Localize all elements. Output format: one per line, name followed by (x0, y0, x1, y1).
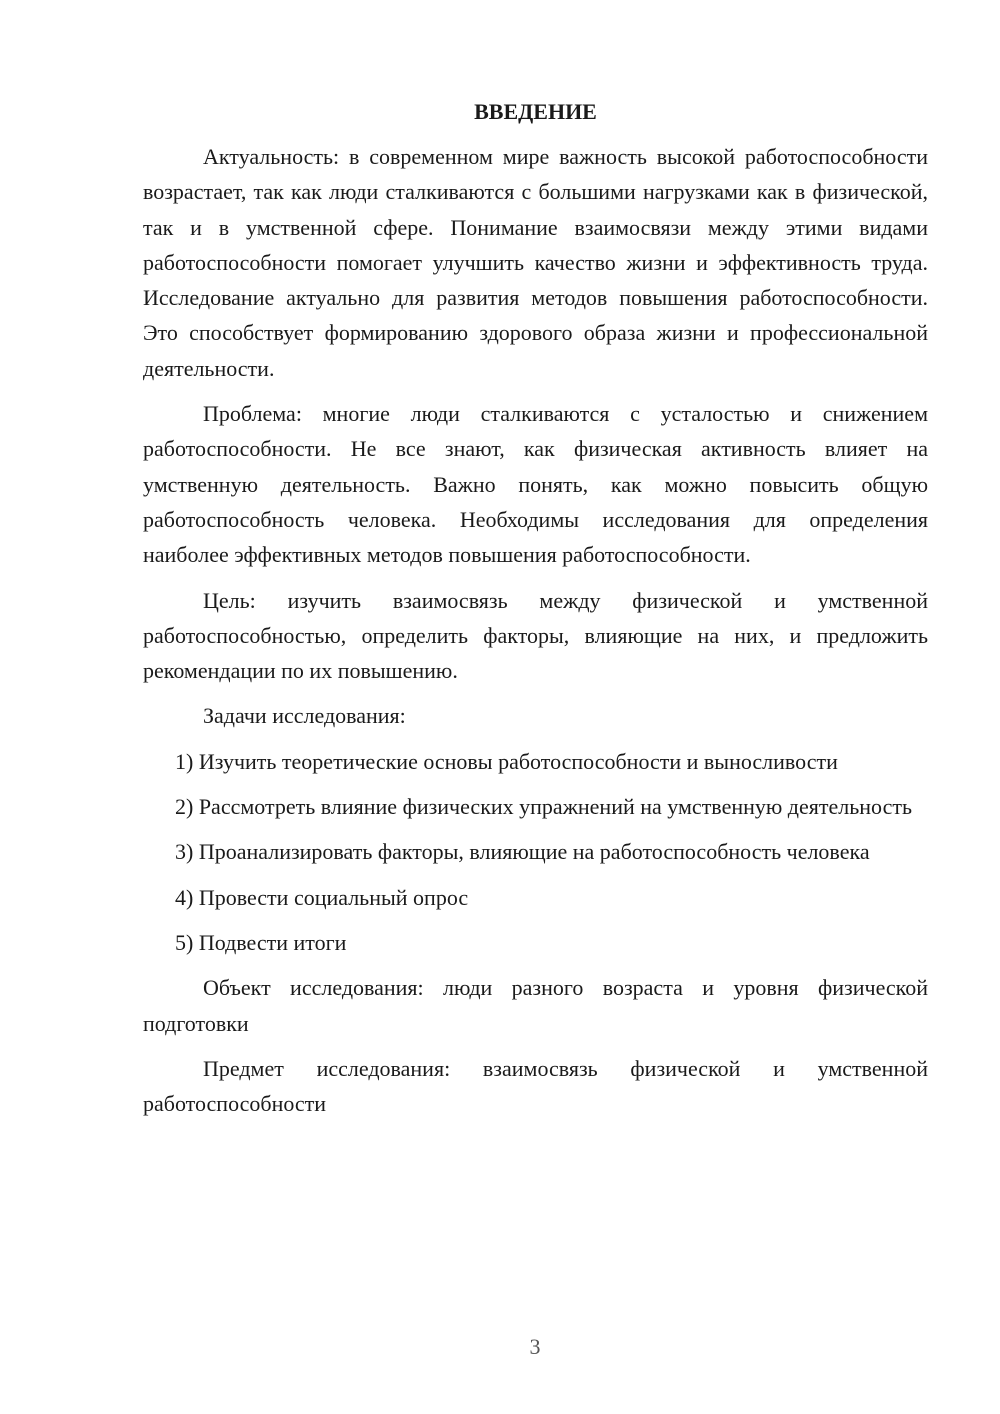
task-item-2: 2) Рассмотреть влияние физических упражнений на умственную деятельность (175, 794, 913, 820)
paragraph-problem: Проблема: многие люди сталкиваются с усталостью и снижением работоспособности. Не все знают, как физическая активность влияет на умственную деятельность. Важно понять, как можно повысить общую работоспособность человека. Необходимы исследования для определения наиболее эффективных методов повышения работоспособности. (143, 401, 928, 568)
task-item-5: 5) Подвести итоги (175, 929, 347, 955)
page-number: 3 (529, 1334, 541, 1359)
section-heading: ВВЕДЕНИЕ (474, 99, 597, 124)
task-item-1: 1) Изучить теоретические основы работоспособности и выносливости (175, 748, 838, 774)
paragraph-object: Объект исследования: люди разного возраста и уровня физической подготовки (143, 975, 928, 1036)
page-content (143, 94, 928, 1131)
paragraph-subject: Предмет исследования: взаимосвязь физической и умственной работоспособности (143, 1055, 928, 1117)
task-item-4: 4) Провести социальный опрос (175, 884, 469, 910)
tasks-title: Задачи исследования: (203, 703, 406, 729)
paragraph-relevance: Актуальность: в современном мире важность высокой работоспособности возрастает, так как люди сталкиваются с большими нагрузками как в физической, так и в умственной сфере. Понимание взаимосвязи между этими видами работоспособности помогает улучшить качество жизни и эффективность труда. Исследование актуально для развития методов повышения работоспособности. Это способствует формированию здорового образа жизни и профессиональной деятельности. (143, 144, 928, 381)
paragraph-goal: Цель: изучить взаимосвязь между физической и умственной работоспособностью, определить факторы, влияющие на них, и предложить рекомендации по их повышению. (143, 587, 928, 684)
task-item-3: 3) Проанализировать факторы, влияющие на работоспособность человека (175, 839, 870, 865)
